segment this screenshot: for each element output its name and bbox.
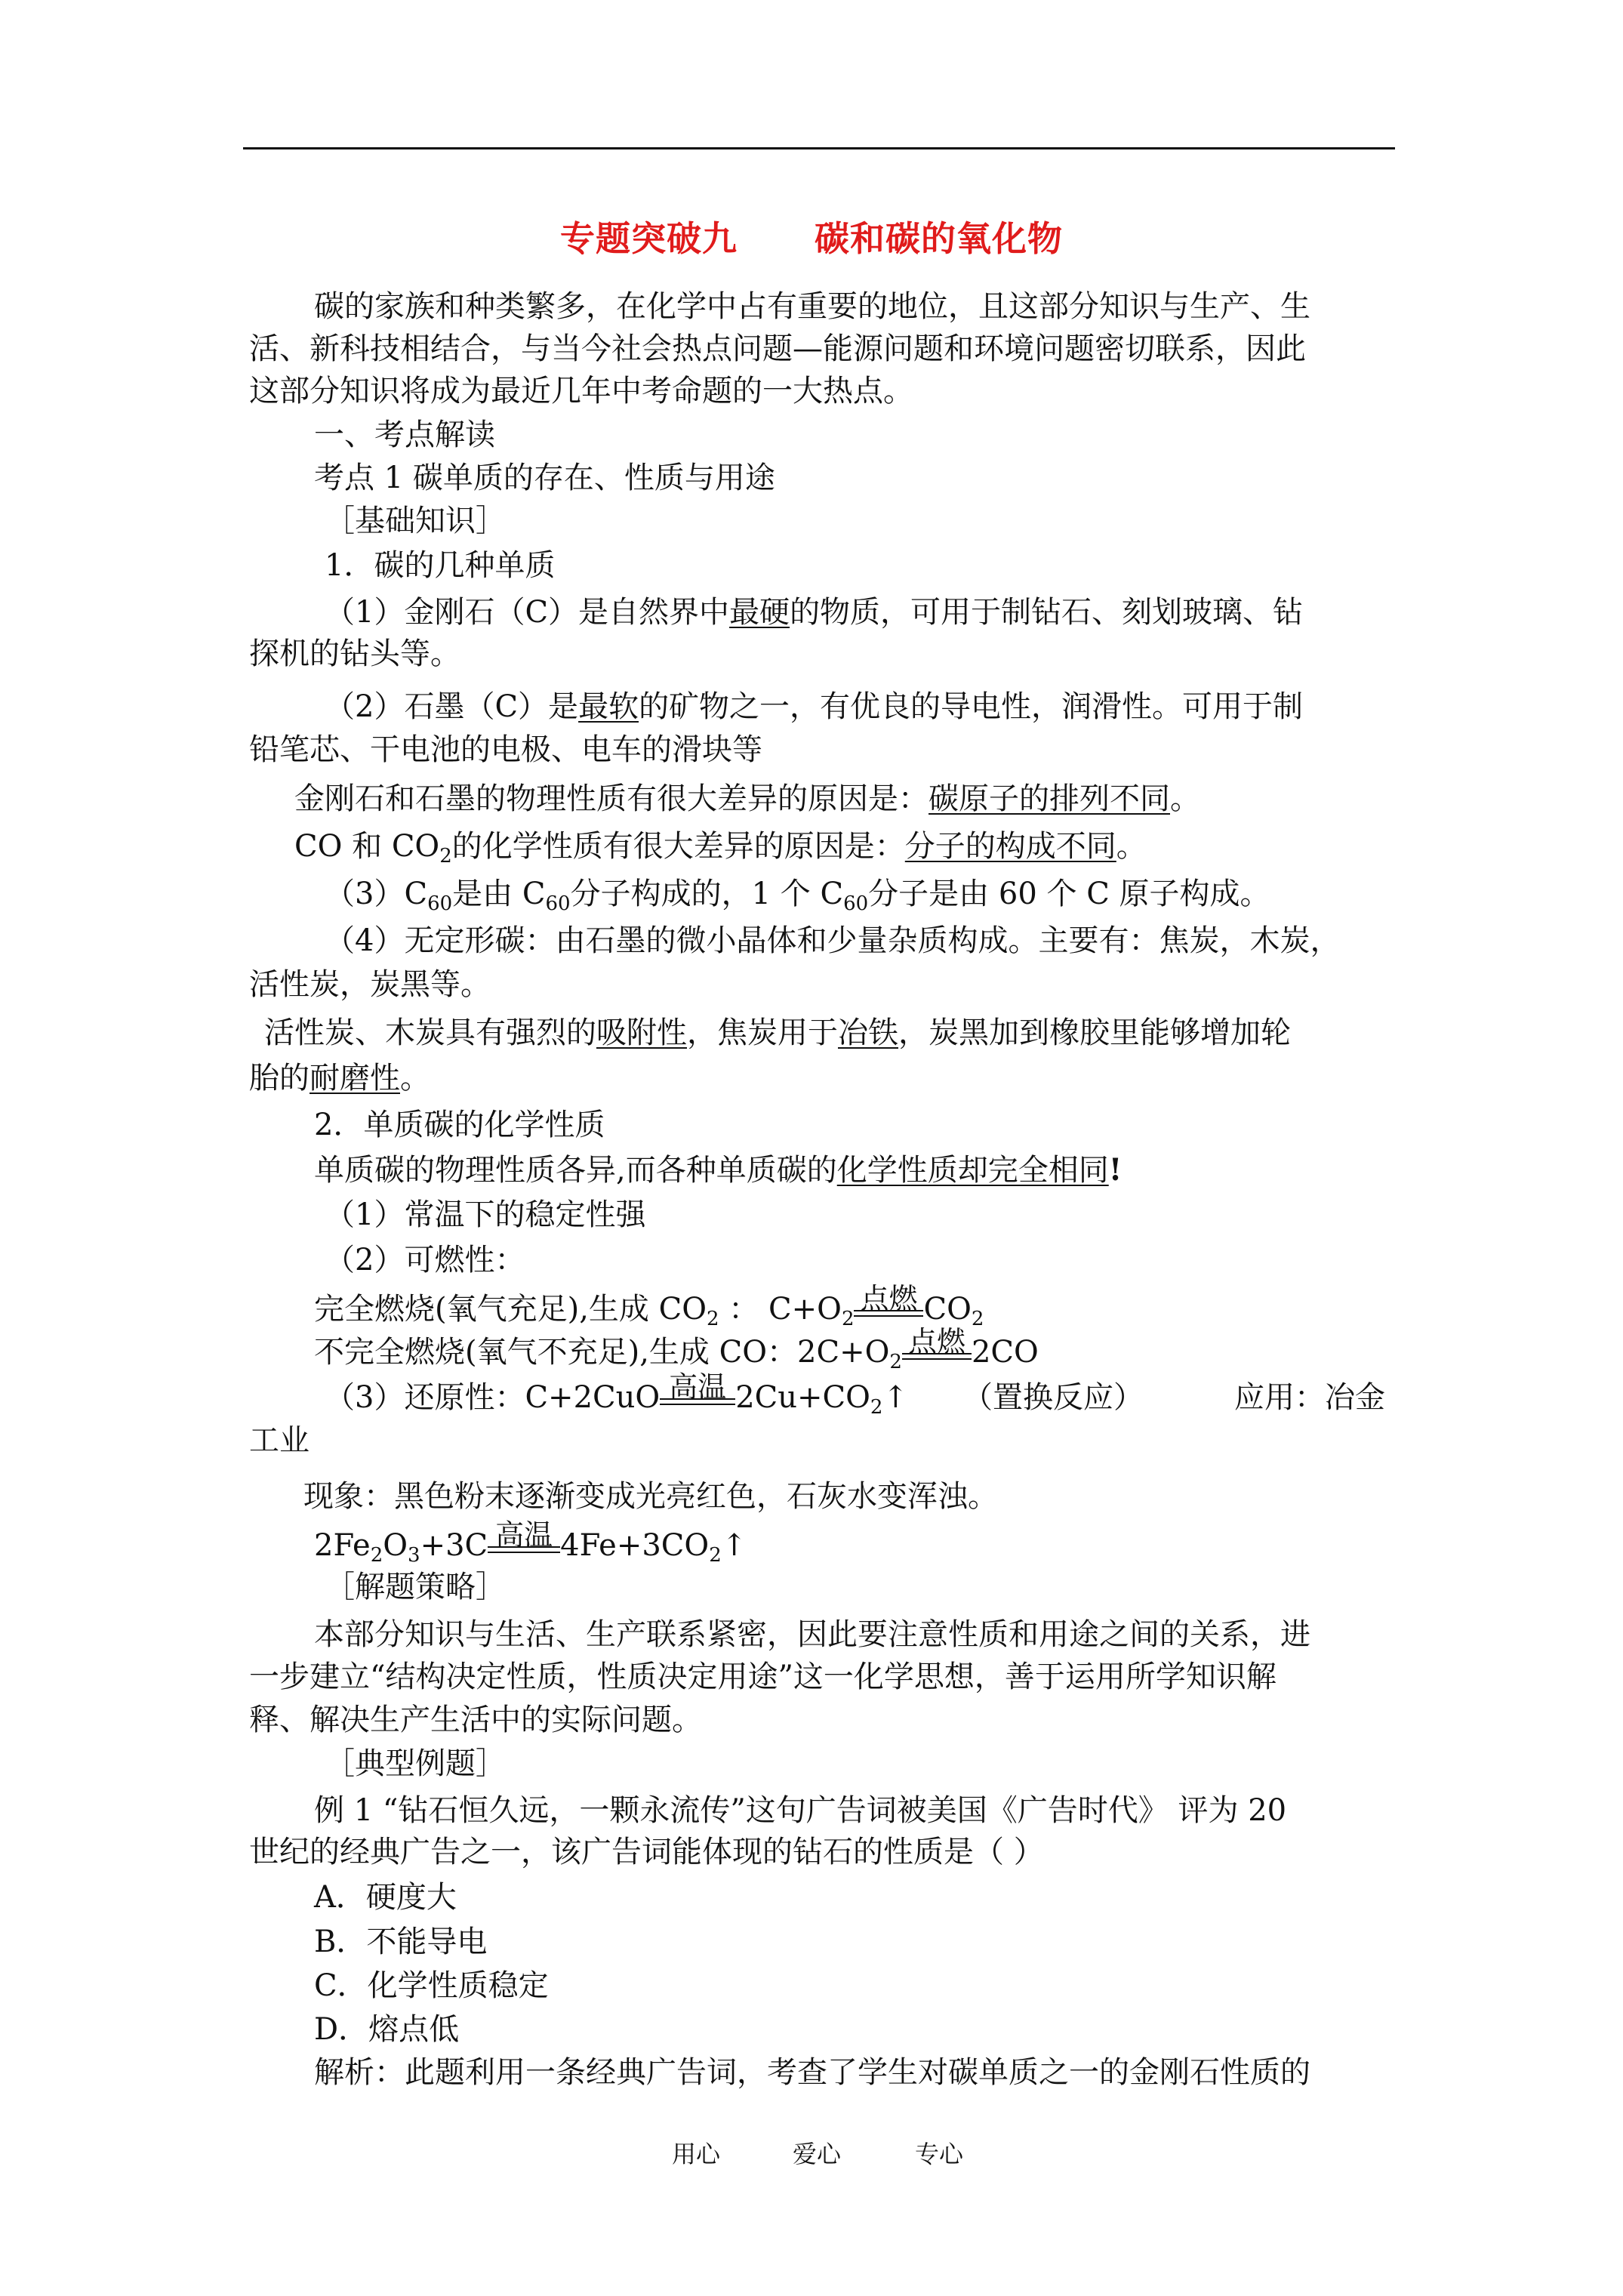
paragraph-uses: 活性炭、木炭具有强烈的吸附性，焦炭用于冶铁，炭黑加到橡胶里能够增加轮 xyxy=(264,1015,1291,1050)
item-1-heading: 1．碳的几种单质 xyxy=(325,548,556,583)
option-b: B．不能导电 xyxy=(314,1925,488,1959)
paragraph-uses-cont: 胎的耐磨性。 xyxy=(249,1061,430,1096)
intro-line-1: 碳的家族和种类繁多，在化学中占有重要的地位，且这部分知识与生产、生 xyxy=(314,289,1310,324)
equation-complete-combustion: 完全燃烧(氧气充足),生成 $CO_2$ ： $C+O_2$ 点燃 $CO_2$ xyxy=(314,1282,984,1330)
reaction-type-label: （置换反应） xyxy=(962,1380,1144,1415)
equation-reduction-cuo: （3）还原性：C+2CuO 高温 $2Cu+CO_2↑$ xyxy=(325,1370,908,1419)
header-rule xyxy=(243,147,1395,149)
option-d: D．熔点低 xyxy=(314,2012,460,2047)
example-1-line-1: 例 1 “钻石恒久远，一颗永流传”这句广告词被美国《广告时代》 评为 20 xyxy=(314,1793,1287,1828)
equation-reduction-fe2o3: $2Fe_2O_3+3C$ 高温 $4Fe+3CO_2↑$ xyxy=(314,1518,747,1567)
paragraph-stability: （1）常温下的稳定性强 xyxy=(325,1197,646,1232)
strategy-line-2: 一步建立“结构决定性质，性质决定用途”这一化学思想，善于运用所学知识解 xyxy=(249,1660,1277,1694)
example-1-line-2: 世纪的经典广告之一，该广告词能体现的钻石的性质是（ ） xyxy=(249,1835,1044,1869)
paragraph-reason-physical: 金刚石和石墨的物理性质有很大差异的原因是：碳原子的排列不同。 xyxy=(294,781,1200,816)
strategy-label: ［解题策略］ xyxy=(325,1570,506,1604)
paragraph-diamond: （1）金刚石（C）是自然界中最硬的物质，可用于制钻石、刻划玻璃、钻 xyxy=(325,595,1304,630)
footer-word-1: 用心 xyxy=(672,2140,721,2168)
application-label: 应用：冶金 xyxy=(1234,1380,1385,1415)
section-heading: 一、考点解读 xyxy=(314,418,495,452)
equation-incomplete-combustion: 不完全燃烧(氧气不充足),生成 CO：$2C+O_2$ 点燃 2CO xyxy=(314,1325,1039,1373)
page-title: 专题突破九 碳和碳的氧化物 xyxy=(559,218,1064,259)
item-2-heading: 2．单质碳的化学性质 xyxy=(314,1108,605,1142)
paragraph-chemical-same: 单质碳的物理性质各异,而各种单质碳的化学性质却完全相同! xyxy=(314,1152,1123,1188)
basic-knowledge-label: ［基础知识］ xyxy=(325,504,506,538)
option-c: C．化学性质稳定 xyxy=(314,1968,549,2003)
paragraph-c60: $(3)C_{60}$是由 $C_{60}$分子构成的，1 个 $C_{60}$分子是由 60 个 C 原子构成。 xyxy=(325,877,1270,915)
paragraph-flammability: （2）可燃性： xyxy=(325,1243,525,1277)
paragraph-reason-chemical: CO 和 $CO_2$的化学性质有很大差异的原因是：分子的构成不同。 xyxy=(294,829,1147,868)
intro-line-3: 这部分知识将成为最近几年中考命题的一大热点。 xyxy=(249,374,913,408)
footer-word-2: 爱心 xyxy=(793,2140,842,2168)
footer-word-3: 专心 xyxy=(915,2140,964,2168)
kaodian-heading: 考点 1 碳单质的存在、性质与用途 xyxy=(314,461,775,495)
application-cont: 工业 xyxy=(249,1423,310,1458)
paragraph-amorphous-cont: 活性炭，炭黑等。 xyxy=(249,967,491,1002)
examples-label: ［典型例题］ xyxy=(325,1746,506,1781)
strategy-line-1: 本部分知识与生活、生产联系紧密，因此要注意性质和用途之间的关系，进 xyxy=(314,1617,1310,1652)
option-a: A．硬度大 xyxy=(314,1880,457,1915)
paragraph-graphite-cont: 铅笔芯、干电池的电极、电车的滑块等 xyxy=(249,732,762,767)
paragraph-graphite: （2）石墨（C）是最软的矿物之一，有优良的导电性，润滑性。可用于制 xyxy=(325,689,1304,724)
phenomenon-text: 现象：黑色粉末逐渐变成光亮红色，石灰水变浑浊。 xyxy=(303,1479,998,1514)
strategy-line-3: 释、解决生产生活中的实际问题。 xyxy=(249,1703,702,1737)
analysis-line: 解析：此题利用一条经典广告词，考查了学生对碳单质之一的金刚石性质的 xyxy=(314,2055,1310,2090)
intro-line-2: 活、新科技相结合，与当今社会热点问题—能源问题和环境问题密切联系，因此 xyxy=(249,331,1306,366)
paragraph-amorphous: （4）无定形碳：由石墨的微小晶体和少量杂质构成。主要有：焦炭，木炭， xyxy=(325,923,1341,958)
paragraph-diamond-cont: 探机的钻头等。 xyxy=(249,636,460,671)
